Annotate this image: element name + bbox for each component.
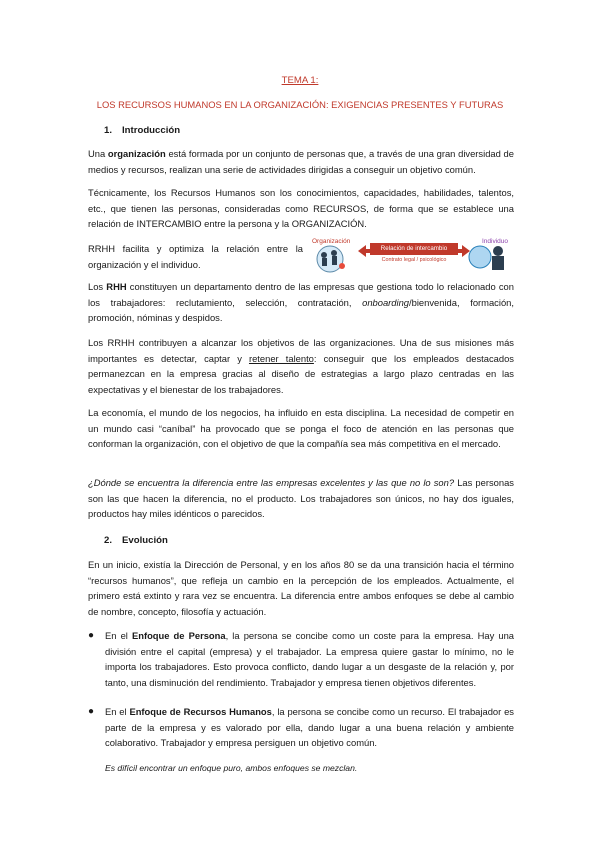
diagram-label-individuo: Individuo xyxy=(482,238,509,245)
paragraph-rrhh-facilita: RRHH facilita y optimiza la relación entre la organización y el individuo. xyxy=(88,243,303,270)
italic-term: onboarding xyxy=(362,296,410,308)
paragraph-organizacion xyxy=(88,146,514,177)
text-run: , la persona se concibe como un recurso. El trabajador es parte de la empresa y es valorado por ella, dando lugar a una buena relación y ambiente colaborativo. Trabajador y empresa persiguen un objetivo común. xyxy=(105,706,514,748)
page-title: TEMA 1: xyxy=(281,75,319,86)
list-item-enfoque-rrhh xyxy=(88,704,514,751)
section-title: Evolución xyxy=(122,535,168,546)
section-number: 2. xyxy=(104,535,113,546)
closing-note: Es difícil encontrar un enfoque puro, ambos enfoques se mezclan. xyxy=(105,763,358,773)
text-run: Las personas son las que hacen la diferencia, no el producto. Los trabajadores son únicos, no hay dos iguales, productos hay miles idénticos o parecidos. xyxy=(88,477,514,519)
diagram-label-contrato: Contrato legal / psicológico xyxy=(381,257,447,263)
section-number: 1. xyxy=(104,125,113,136)
text-run: Los xyxy=(88,281,107,292)
list-item-text xyxy=(105,704,514,751)
bold-term: RHH xyxy=(106,281,127,292)
organization-icon xyxy=(317,246,345,272)
bullet-icon: ● xyxy=(88,706,95,717)
underlined-term: retener talento xyxy=(248,352,314,364)
section-title: Introducción xyxy=(122,125,181,136)
list-item-enfoque-persona xyxy=(88,628,514,690)
text-run: /bienvenida, formación, promoción, nóminas y despidos. xyxy=(88,296,514,323)
paragraph-rhh-departamento xyxy=(88,279,514,326)
list-item-text xyxy=(105,628,514,690)
section-heading-intro xyxy=(104,123,180,139)
text-run: , la persona se concibe como un coste para la empresa. Hay una división entre el capital (empresa) y el trabajador. La empresa quiere gastar lo mínimo, no le importa los trabajadores. Esto provoca conflicto, dando lugar a un desgaste de la relación y, por tanto, una disminución del rendimiento. Trabajador y empresa tienen objetivos diferentes. xyxy=(105,630,514,688)
bullet-icon: ● xyxy=(88,630,95,641)
diagram-graphic xyxy=(310,233,515,275)
diagram-label-organizacion: Organización xyxy=(312,238,351,245)
page-subtitle: LOS RECURSOS HUMANOS EN LA ORGANIZACIÓN: EXIGENCIAS PRESENTES Y FUTURAS xyxy=(96,99,504,110)
bold-term: Enfoque de Persona xyxy=(131,630,226,641)
section-heading-evolucion xyxy=(104,533,168,549)
text-run: Los RRHH contribuyen a alcanzar los objetivos de las organizaciones. Una de sus misiones más importantes es detectar, captar y xyxy=(88,337,514,364)
text-run: En el xyxy=(105,630,132,641)
paragraph-evolucion: En un inicio, existía la Dirección de Personal, y en los años 80 se da una transición hacia el término “recursos humanos”, que refleja un cambio en la percepción de los empleados. Actualmente, el primero está extinto y rara vez se encuentra. La diferencia entre ambos enfoques se debe al cambio de nombre, concepto, filosofía y actuación. xyxy=(88,559,514,617)
diagram-label-relacion: Relación de intercambio xyxy=(380,245,448,252)
paragraph-economia: La economía, el mundo de los negocios, ha influido en esta disciplina. La necesidad de competir en un mundo casi “caníbal” ha provocado que se ponga el foco de atención en las personas que conforman la organización, con el objetivo de que la compañía sea más competitiva en el mercado. xyxy=(88,407,514,449)
text-run: constituyen un departamento dentro de las empresas que gestiona todo lo relacionado con los trabajadores: reclutamiento, selección, contratación, xyxy=(88,281,514,308)
exchange-diagram xyxy=(310,233,515,275)
italic-question: ¿Dónde se encuentra la diferencia entre las empresas excelentes y las que no lo son? xyxy=(88,477,455,488)
paragraph-recursos-humanos: Técnicamente, los Recursos Humanos son los conocimientos, capacidades, habilidades, talentos, etc., que tienen las personas, consideradas como RECURSOS, de forma que se establece una relación de INTERCAMBIO entre la persona y la ORGANIZACIÓN. xyxy=(88,187,514,229)
text-run: En el xyxy=(105,706,130,717)
text-run: : conseguir que los empleados destacados permanezcan en la empresa gracias al diseño de estrategias a largo plazo centradas en las expectativas y el bienestar de los trabajadores. xyxy=(88,352,514,395)
text-run: Una xyxy=(88,148,108,159)
bold-term: organización xyxy=(107,148,166,159)
text-run: está formada por un conjunto de personas que, a través de una gran diversidad de medios y recursos, realizan una serie de actividades dirigidas a conseguir un objetivo común. xyxy=(88,148,514,175)
paragraph-objetivos xyxy=(88,335,514,397)
bold-term: Enfoque de Recursos Humanos xyxy=(129,706,272,717)
paragraph-diferencia xyxy=(88,475,514,522)
individual-icon xyxy=(469,246,504,270)
